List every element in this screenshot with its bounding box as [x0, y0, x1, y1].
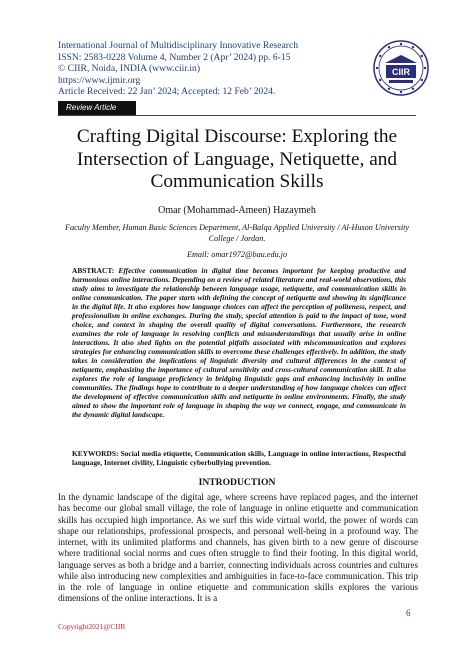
introduction-text: In the dynamic landscape of the digital age, where screens have replaced pages, and the internet has become our global small village, the role of language in online etiquette and communication skills has occupied high importance. As we surf this wide virtual world, the power of words can shape our relationships, professional prospects, and personal well-being in a profound way. The internet, with its unlimited platforms and channels, has given birth to a new genre of discourse where traditional social norms and cues often struggle to find their footing. In this digital world, language serves as both a bridge and a barrier, connecting individuals across countries and cultures while also introducing new complexities and ambiguities in face-to-face communication. This trip in the role of language in online etiquette and communication skills explores the various dimensions of the online interactions. It is a	[58, 492, 418, 604]
keywords-text: Social media etiquette, Communication skills, Language in online interactions, Respectful language, Internet civility, Linguistic cyberbullying prevention.	[72, 449, 406, 467]
introduction-heading: INTRODUCTION	[198, 477, 276, 488]
page-number: 6	[406, 608, 411, 618]
journal-name: International Journal of Multidisciplinary Innovative Research	[58, 40, 299, 51]
abstract-text: Effective communication in digital time becomes important for keeping productive and harmonious online interactions. Depending on a review of related literature and real-world observations, this study aims to investigate the relationship between language usage, netiquette, and communication skills in online communication. The paper starts with defining the concept of netiquette and showing its significance in the digital life. It also explores how language choices can affect the perception of politeness, respect, and professionalism in online exchanges. During the study, special attention is paid to the impact of tone, word choice, and context in shaping the overall quality of digital conversations. Furthermore, the research examines the role of language in resolving conflicts and misunderstandings that usually arise in online interactions. It also shed lights on the potential pitfalls associated with miscommunication and explores strategies for enhancing communication skills to overcome these challenges effectively. In addition, the study takes in consideration the implications of linguistic diversity and cultural differences in the context of netiquette, emphasizing the importance of cultural sensitivity and cross-cultural communication skill. It also explores the role of language proficiency in bridging linguistic gaps and enhancing inclusivity in online communities. The findings hope to contribute to a deeper understanding of how language choices can affect the development of effective communication skills and netiquette in online environments. Finally, the study aimed to show the important role of language in shaping the way we connect, engage, and communicate in the dynamic digital landscape.	[72, 266, 406, 419]
abstract-label: ABSTRACT:	[72, 266, 115, 275]
paper-title: Crafting Digital Discourse: Exploring the Intersection of Language, Netiquette, and Communication Skills	[76, 126, 398, 192]
ciir-logo	[373, 40, 429, 96]
journal-header	[58, 40, 358, 98]
header-divider	[58, 115, 416, 116]
author-affiliation: Faculty Member, Human Basic Sciences Department, Al-Balqa Applied University / Al-Huson University College / Jordan.	[64, 223, 410, 243]
issn-line: ISSN: 2583-0228 Volume 4, Number 2 (Apr’ 2024) pp. 6-15	[58, 51, 291, 63]
keywords-block	[72, 449, 406, 467]
abstract-block	[72, 266, 406, 419]
author-name: Omar (Mohammad-Ameen) Hazaymeh	[158, 205, 316, 216]
publisher-line: © CIIR, Noida, INDIA (www.ciir.in)	[58, 63, 201, 75]
author-email[interactable]: Email: omar1972@bau.edu.jo	[186, 250, 288, 259]
article-dates: Article Received: 22 Jan’ 2024; Accepted: 12 Feb’ 2024.	[58, 86, 276, 98]
section-label: Review Article	[58, 101, 136, 115]
copyright-notice: Copyright2021@CIIR	[58, 622, 126, 631]
keywords-label: KEYWORDS:	[72, 449, 119, 458]
logo-text: CIIR	[392, 67, 410, 77]
journal-url[interactable]: https://www.ijmir.org	[58, 74, 141, 86]
